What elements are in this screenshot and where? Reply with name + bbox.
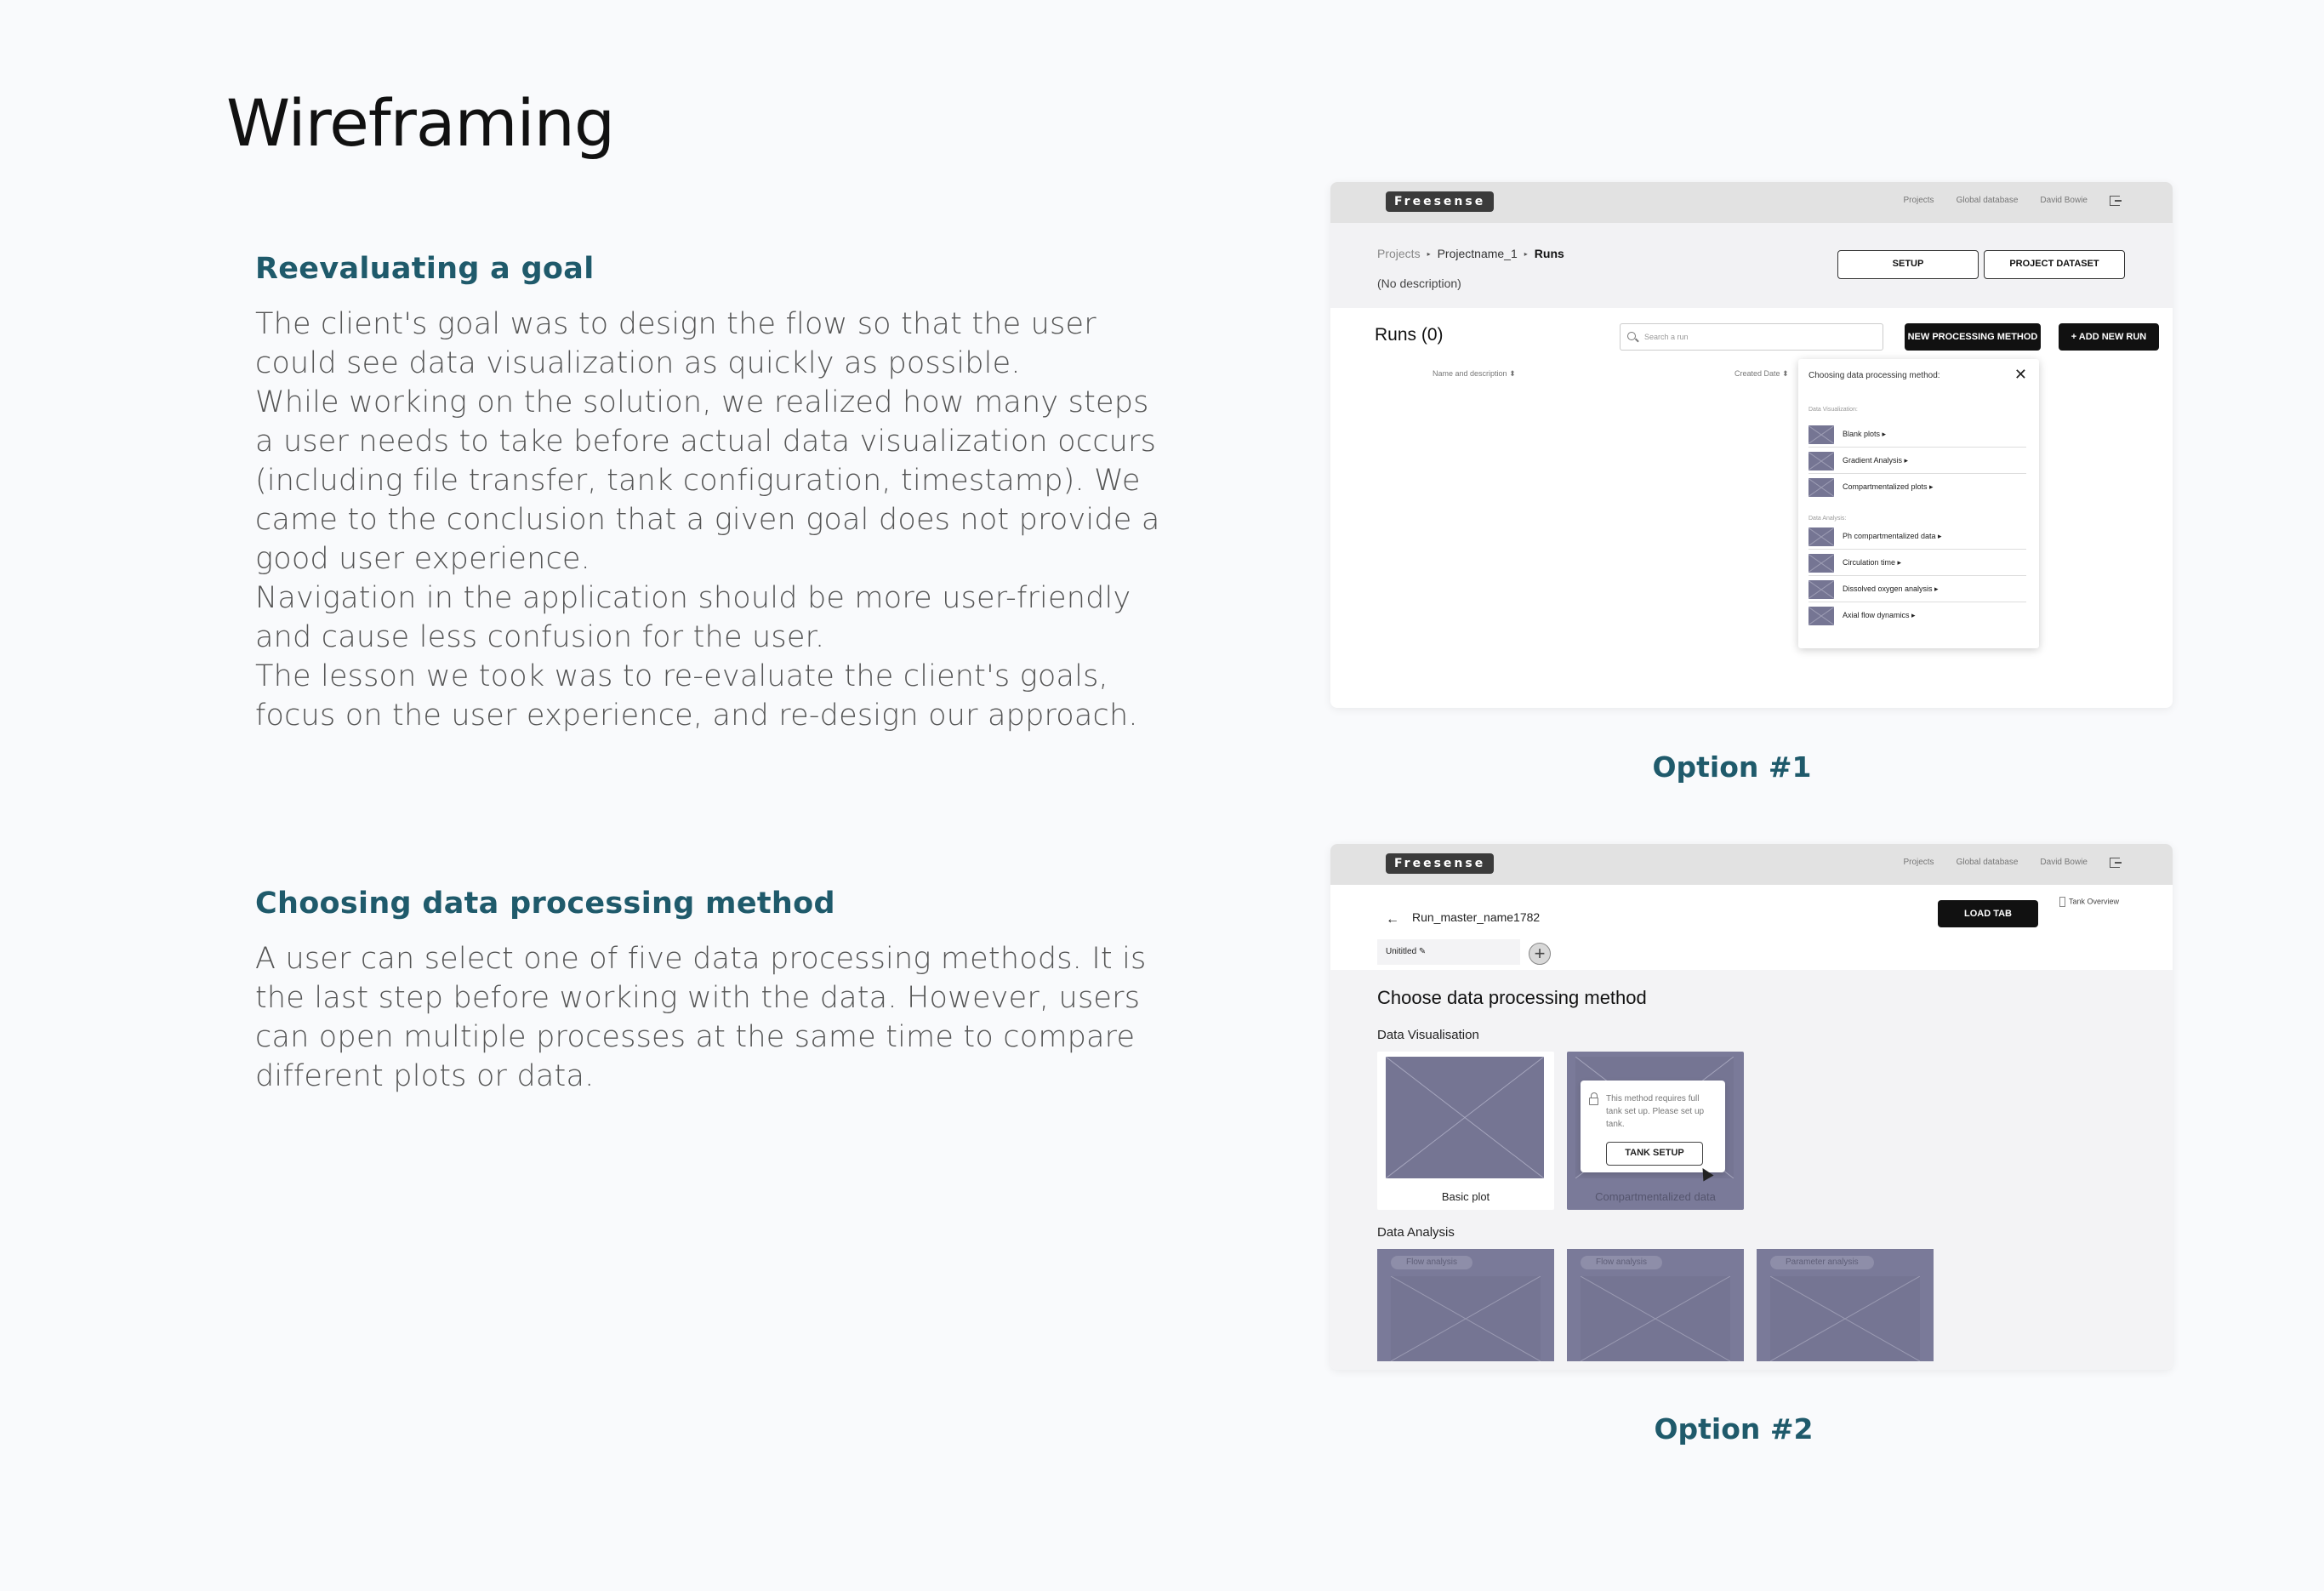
- tank-icon: [2059, 897, 2065, 907]
- compartmentalized-data-card[interactable]: [1567, 1052, 1744, 1210]
- logout-icon[interactable]: [2110, 196, 2120, 206]
- add-tab-button[interactable]: +: [1529, 943, 1551, 965]
- nav-projects[interactable]: Projects: [1903, 858, 1934, 867]
- analysis-pill: Flow analysis: [1581, 1256, 1662, 1269]
- analysis-card[interactable]: [1377, 1249, 1554, 1361]
- wireframe-option-1: [1330, 182, 2173, 708]
- image-placeholder-icon: [1386, 1057, 1544, 1178]
- caption-option-1: Option #1: [1652, 750, 1812, 784]
- image-placeholder-icon: [1809, 580, 1834, 599]
- logout-icon[interactable]: [2110, 858, 2120, 868]
- section-choosing-method: [255, 887, 1174, 1096]
- popup-item[interactable]: Axial flow dynamics ▸: [1809, 605, 2026, 629]
- locked-method-tooltip: [1581, 1081, 1725, 1172]
- column-header-name[interactable]: Name and description ⬍: [1433, 369, 1516, 378]
- breadcrumb-separator-icon: ▸: [1427, 249, 1431, 258]
- method-chooser: [1330, 970, 2173, 1370]
- app-logo[interactable]: Freesense: [1386, 853, 1494, 874]
- new-processing-method-button[interactable]: NEW PROCESSING METHOD: [1905, 323, 2041, 351]
- image-placeholder-icon: [1809, 478, 1834, 497]
- app-topbar: [1330, 844, 2173, 885]
- top-nav: [1903, 196, 2120, 206]
- section-body: A user can select one of five data processing methods. It is the last step before working with the data. However, users can open multiple processes at the same time to compare different plots or data.: [255, 942, 1147, 1093]
- page-title: Wireframing: [226, 85, 615, 161]
- image-placeholder-icon: [1809, 425, 1834, 444]
- breadcrumb: [1377, 247, 1564, 260]
- data-analysis-title: Data Analysis: [1377, 1225, 1455, 1240]
- popup-item[interactable]: Ph compartmentalized data ▸: [1809, 526, 2026, 550]
- close-icon[interactable]: ✕: [2014, 366, 2027, 383]
- image-placeholder-icon: [1809, 554, 1834, 573]
- tank-setup-button[interactable]: TANK SETUP: [1606, 1142, 1703, 1166]
- analysis-card[interactable]: [1757, 1249, 1934, 1361]
- tank-overview-link[interactable]: Tank Overview: [2059, 897, 2119, 907]
- method-popup: [1798, 359, 2039, 648]
- nav-user[interactable]: David Bowie: [2040, 196, 2088, 205]
- load-tab-button[interactable]: LOAD TAB: [1938, 900, 2038, 927]
- nav-user[interactable]: David Bowie: [2040, 858, 2088, 867]
- nav-projects[interactable]: Projects: [1903, 196, 1934, 205]
- card-label: Basic plot: [1441, 1190, 1490, 1203]
- popup-item[interactable]: Dissolved oxygen analysis ▸: [1809, 579, 2026, 602]
- project-description: (No description): [1377, 277, 1461, 290]
- section-reevaluating: [255, 252, 1174, 735]
- section-body: The client's goal was to design the flow so that the user could see data visualization as quickly as possible. While working on the solution, we realized how many steps a user needs to take before actual data visualization occurs (including file transfer, tank configuration, timestamp). We came to the conclusion that a given goal does not provide a good user experience. Navigation in the application should be more user-friendly and cause less confusion for the user. The lesson we took was to re-evaluate the client's goals, focus on the user experience, and re-design our approach.: [255, 307, 1160, 733]
- analysis-pill: Flow analysis: [1391, 1256, 1472, 1269]
- tab-untitled[interactable]: Unititled ✎: [1377, 939, 1520, 965]
- analysis-pill: Parameter analysis: [1770, 1256, 1874, 1269]
- popup-item[interactable]: Gradient Analysis ▸: [1809, 450, 2026, 474]
- search-input[interactable]: [1620, 323, 1883, 351]
- popup-item[interactable]: Circulation time ▸: [1809, 552, 2026, 576]
- runs-title: Runs (0): [1375, 325, 1444, 345]
- edit-icon[interactable]: ✎: [1418, 947, 1427, 956]
- runs-header: [1330, 223, 2173, 308]
- top-nav: [1903, 858, 2120, 868]
- search-placeholder: Search a run: [1644, 333, 1689, 341]
- add-new-run-button[interactable]: + ADD NEW RUN: [2059, 323, 2159, 351]
- image-placeholder-icon: [1809, 452, 1834, 470]
- popup-analysis-header: Data Analysis:: [1809, 516, 1847, 522]
- nav-global-database[interactable]: Global database: [1956, 196, 2019, 205]
- app-topbar: [1330, 182, 2173, 223]
- popup-item[interactable]: Compartmentalized plots ▸: [1809, 476, 2026, 500]
- choose-method-title: Choose data processing method: [1377, 987, 1647, 1008]
- image-placeholder-icon: [1809, 607, 1834, 625]
- section-heading: Choosing data processing method: [255, 887, 835, 921]
- app-logo[interactable]: Freesense: [1386, 191, 1494, 212]
- card-label: Compartmentalized data: [1595, 1190, 1716, 1203]
- caption-option-2: Option #2: [1654, 1412, 1814, 1446]
- setup-button[interactable]: SETUP: [1837, 250, 1979, 279]
- data-visualisation-title: Data Visualisation: [1377, 1028, 1479, 1042]
- popup-title: Choosing data processing method:: [1809, 371, 1940, 380]
- image-placeholder-icon: [1391, 1276, 1541, 1361]
- breadcrumb-separator-icon: ▸: [1524, 249, 1528, 258]
- run-header: [1330, 885, 2173, 970]
- image-placeholder-icon: [1770, 1276, 1920, 1361]
- section-heading: Reevaluating a goal: [255, 252, 595, 286]
- image-placeholder-icon: [1581, 1276, 1730, 1361]
- breadcrumb-runs: Runs: [1534, 247, 1564, 260]
- popup-item[interactable]: Blank plots ▸: [1809, 424, 2026, 448]
- column-header-created[interactable]: Created Date ⬍: [1734, 369, 1789, 378]
- basic-plot-card[interactable]: [1377, 1052, 1554, 1210]
- image-placeholder-icon: [1809, 527, 1834, 546]
- lock-message: This method requires full tank set up. Please set up tank.: [1606, 1094, 1705, 1129]
- run-name: Run_master_name1782: [1412, 910, 1541, 924]
- breadcrumb-project[interactable]: Projectname_1: [1437, 247, 1518, 260]
- nav-global-database[interactable]: Global database: [1956, 858, 2019, 867]
- back-arrow-icon[interactable]: ←: [1386, 912, 1399, 927]
- analysis-card[interactable]: [1567, 1249, 1744, 1361]
- breadcrumb-projects[interactable]: Projects: [1377, 247, 1421, 260]
- wireframe-option-2: [1330, 844, 2173, 1370]
- popup-vis-header: Data Visualization:: [1809, 407, 1858, 413]
- search-icon: [1627, 332, 1636, 340]
- lock-icon: [1589, 1098, 1598, 1105]
- project-dataset-button[interactable]: PROJECT DATASET: [1984, 250, 2125, 279]
